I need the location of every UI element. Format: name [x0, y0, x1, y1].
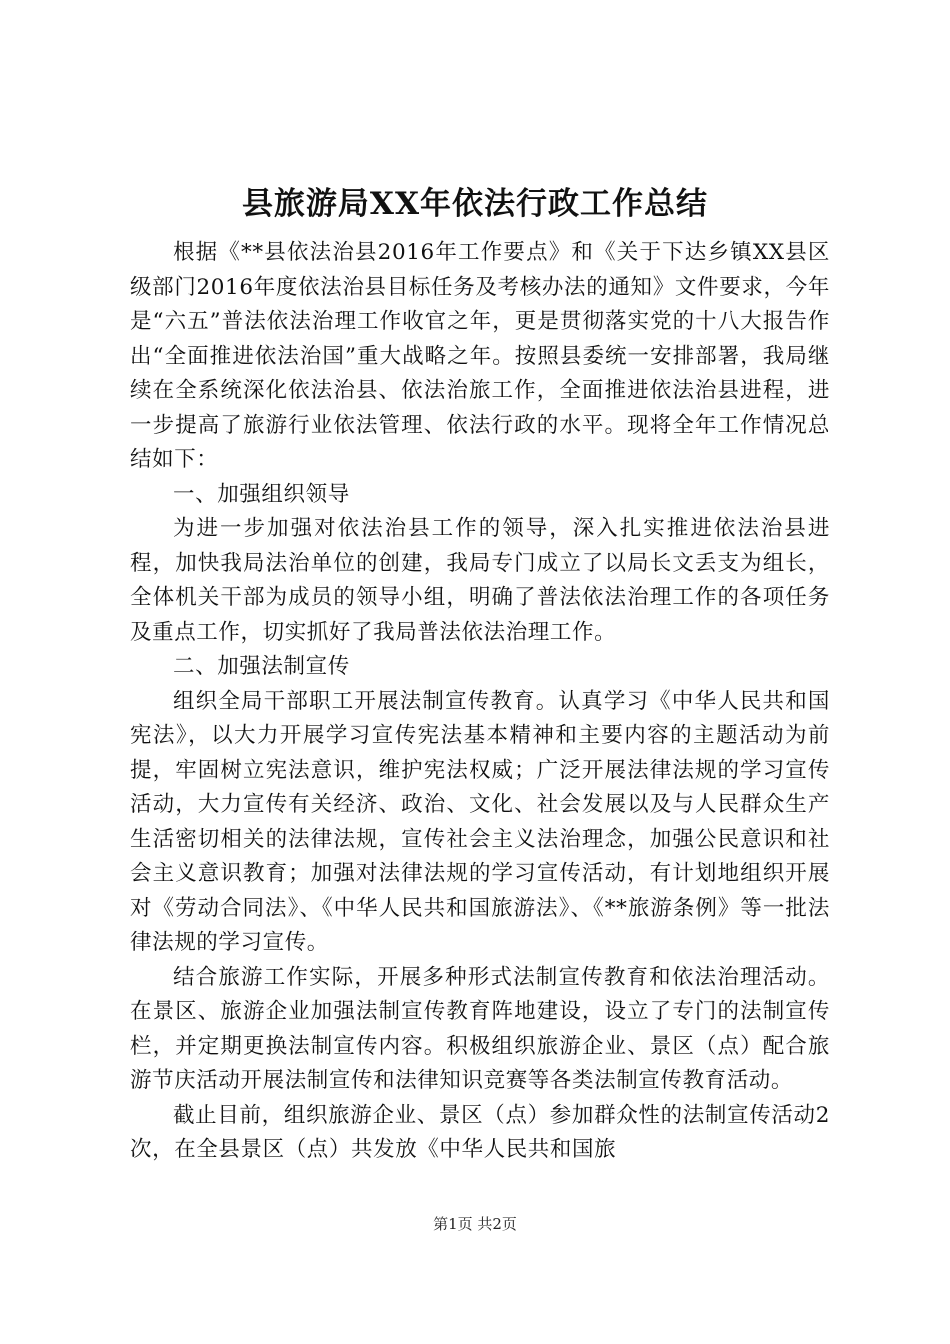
page-footer: 第1页 共2页	[433, 1215, 517, 1233]
section-heading-1: 一、加强组织领导	[173, 481, 350, 507]
paragraph-progress: 截止目前，组织旅游企业、景区（点）参加群众性的法制宣传活动2次，在全县景区（点）共发放《中华人民共和国旅	[130, 1102, 830, 1162]
section-heading-2: 二、加强法制宣传	[173, 654, 350, 679]
paragraph-intro: 根据《**县依法治县2016年工作要点》和《关于下达乡镇XX县区级部门2016年度依法治县目标任务及考核办法的通知》文件要求，今年是“六五”普法依法治理工作收官之年，更是贯彻落实党的十八大报告作出“全面推进依法治国”重大战略之年。按照县委统一安排部署，我局继续在全系统深化依法治县、依法治旅工作，全面推进依法治县进程，进一步提高了旅游行业依法管理、依法行政的水平。现将全年工作情况总结如下：	[130, 240, 830, 472]
document-title: 县旅游局XX年依法行政工作总结	[241, 186, 709, 222]
paragraph-legal-education: 组织全局干部职工开展法制宣传教育。认真学习《中华人民共和国宪法》，以大力开展学习宣传宪法基本精神和主要内容的主题活动为前提，牢固树立宪法意识，维护宪法权威；广泛开展法律法规的学习宣传活动，大力宣传有关经济、政治、文化、社会发展以及与人民群众生产生活密切相关的法律法规，宣传社会主义法治理念，加强公民意识和社会主义意识教育；加强对法律法规的学习宣传活动，有计划地组织开展对《劳动合同法》、《中华人民共和国旅游法》、《**旅游条例》等一批法律法规的学习宣传。	[130, 688, 830, 955]
document-body	[130, 236, 830, 1168]
paragraph-tourism-activities: 结合旅游工作实际，开展多种形式法制宣传教育和依法治理活动。在景区、旅游企业加强法制宣传教育阵地建设，设立了专门的法制宣传栏，并定期更换法制宣传内容。积极组织旅游企业、景区（点）配合旅游节庆活动开展法制宣传和法律知识竞赛等各类法制宣传教育活动。	[130, 964, 830, 1093]
paragraph-organization: 为进一步加强对依法治县工作的领导，深入扎实推进依法治县进程，加快我局法治单位的创建，我局专门成立了以局长文丢支为组长，全体机关干部为成员的领导小组，明确了普法依法治理工作的各项任务及重点工作，切实抓好了我局普法依法治理工作。	[130, 516, 830, 645]
